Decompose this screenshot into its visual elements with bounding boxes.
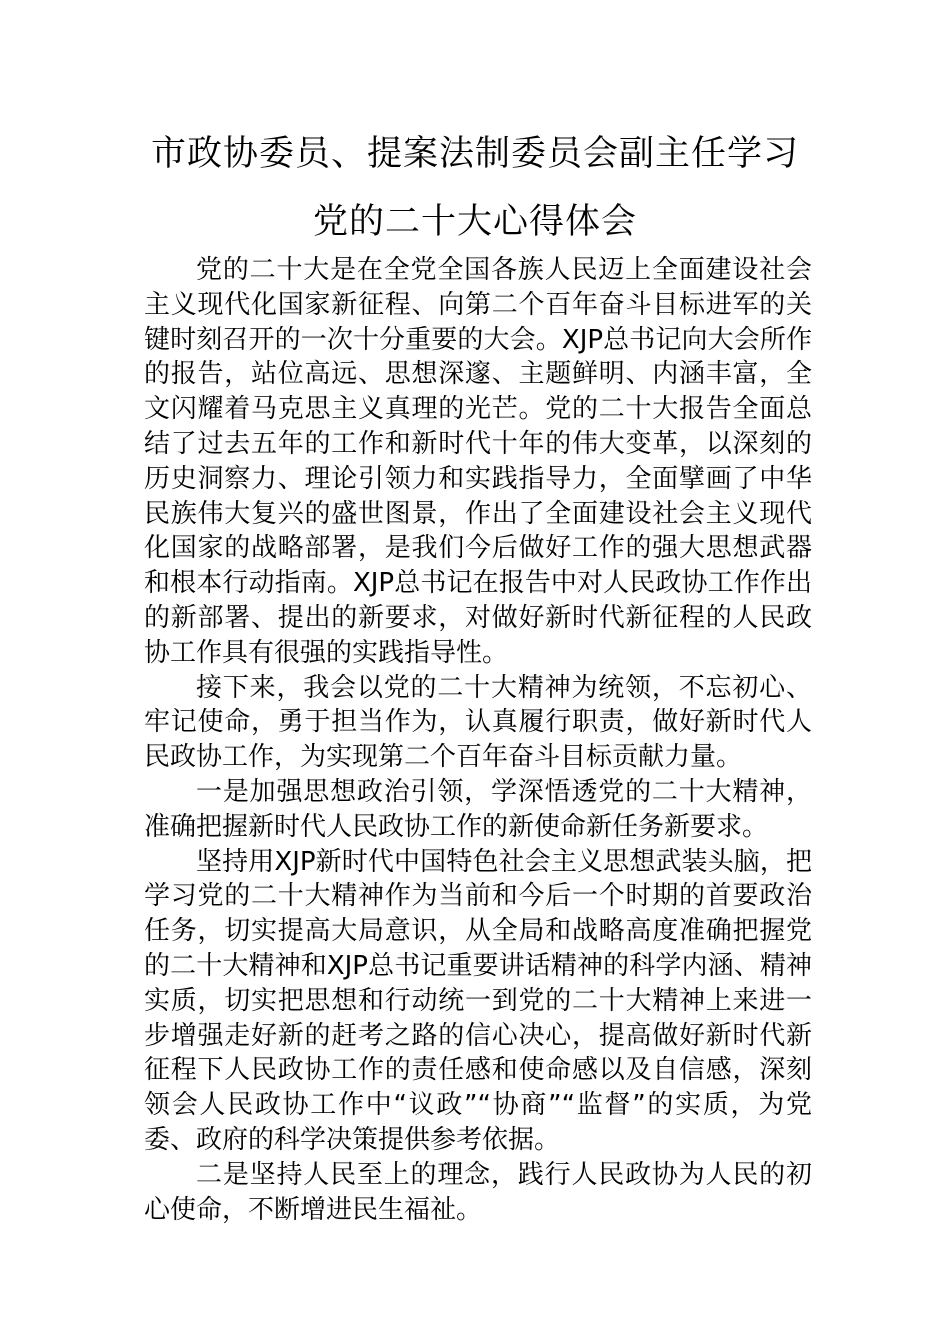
paragraph-intro: 党的二十大是在全党全国各族人民迈上全面建设社会主义现代化国家新征程、向第二个百年奋斗目标进军的关键时刻召开的一次十分重要的大会。XJP总书记向大会所作的报告，站位高远、思想深邃、主题鲜明、内涵丰富，全文闪耀着马克思主义真理的光芒。党的二十大报告全面总结了过去五年的工作和新时代十年的伟大变革，以深刻的历史洞察力、理论引领力和实践指导力，全面擘画了中华民族伟大复兴的盛世图景，作出了全面建设社会主义现代化国家的战略部署，是我们今后做好工作的强大思想武器和根本行动指南。XJP总书记在报告中对人民政协工作作出的新部署、提出的新要求，对做好新时代新征程的人民政协工作具有很强的实践指导性。 (144, 255, 812, 668)
document-title-line2: 党的二十大心得体会 (312, 202, 637, 242)
paragraph-point-two-heading: 二是坚持人民至上的理念，践行人民政协为人民的初心使命，不断增进民生福祉。 (144, 1159, 812, 1225)
document-body (144, 253, 812, 1227)
paragraph-point-one-body: 坚持用XJP新时代中国特色社会主义思想武装头脑，把学习党的二十大精神作为当前和今后一个时期的首要政治任务，切实提高大局意识，从全局和战略高度准确把握党的二十大精神和XJP总书记重要讲话精神的科学内涵、精神实质，切实把思想和行动统一到党的二十大精神上来进一步增强走好新的赶考之路的信心决心，提高做好新时代新征程下人民政协工作的责任感和使命感以及自信感，深刻领会人民政协工作中“议政”“协商”“监督”的实质，为党委、政府的科学决策提供参考依据。 (144, 846, 812, 1155)
paragraph-point-one-heading: 一是加强思想政治引领，学深悟透党的二十大精神，准确把握新时代人民政协工作的新使命新任务新要求。 (144, 776, 812, 842)
document-title-line1: 市政协委员、提案法制委员会副主任学习 (150, 134, 799, 174)
paragraph-commitment: 接下来，我会以党的二十大精神为统领，不忘初心、牢记使命，勇于担当作为，认真履行职责，做好新时代人民政协工作，为实现第二个百年奋斗目标贡献力量。 (144, 672, 812, 773)
